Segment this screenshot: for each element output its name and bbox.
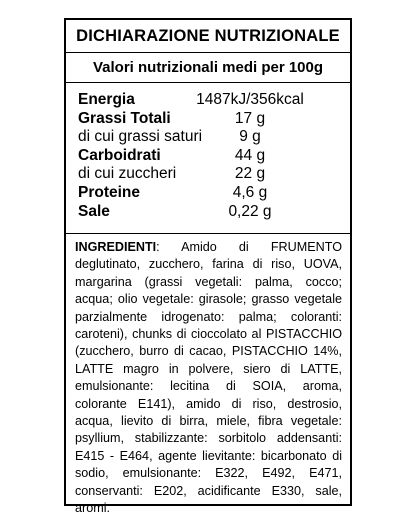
nutrient-value: 44 g — [234, 146, 266, 164]
nutrient-table — [66, 83, 350, 234]
nutrition-label — [64, 18, 352, 516]
nutrient-value: 4,6 g — [232, 183, 268, 201]
nutrient-row-grassi-totali — [66, 110, 350, 129]
label-subtitle: Valori nutrizionali medi per 100g — [66, 53, 350, 83]
nutrient-value: 1487kJ/356kcal — [196, 91, 304, 108]
nutrient-value: 0,22 g — [228, 202, 272, 220]
nutrient-name: di cui zuccheri — [78, 165, 177, 183]
nutrient-name: Proteine — [78, 183, 141, 201]
nutrient-value: 9 g — [239, 128, 261, 146]
nutrient-row-proteine — [66, 184, 350, 203]
nutrient-row-energia — [66, 91, 350, 110]
nutrient-value: 17 g — [234, 109, 266, 127]
nutrient-name: Energia — [78, 91, 135, 108]
nutrient-name: Sale — [78, 202, 110, 220]
nutrient-row-carboidrati — [66, 147, 350, 166]
nutrient-name: Carboidrati — [78, 146, 161, 164]
nutrient-name: di cui grassi saturi — [78, 128, 203, 146]
label-title: DICHIARAZIONE NUTRIZIONALE — [66, 20, 350, 53]
nutrient-row-zuccheri — [66, 165, 350, 184]
ingredients-heading: INGREDIENTI — [75, 240, 157, 254]
nutrient-row-grassi-saturi — [66, 128, 350, 147]
nutrient-name: Grassi Totali — [78, 109, 171, 127]
ingredients-list: : Amido di FRUMENTO deglutinato, zucchero, farina di riso, UOVA, margarina (grassi vegetali: palma, cocco; acqua; olio vegetale: girasole; grasso vegetale parzialmente idrogenato: palma; coloranti: caroteni), chunks di cioccolato al PISTACCHIO (zucchero, burro di cacao, PISTACCHIO 14%, LATTE magro in polvere, siero di LATTE, emulsionante: lecitina di SOIA, aroma, colorante E141), amido di riso, destrosio, acqua, lievito di birra, miele, fibra vegetale: psyllium, stabilizzante: sorbitolo addensanti: E415 - E464, agente lievitante: bicarbonato di sodio, emulsionante: E322, E492, E471, conservanti: E202, acidificante E330, sale, aromi. — [75, 240, 342, 516]
ingredients-text — [75, 239, 342, 518]
nutrient-row-sale — [66, 203, 350, 222]
nutrient-value: 22 g — [234, 165, 266, 183]
